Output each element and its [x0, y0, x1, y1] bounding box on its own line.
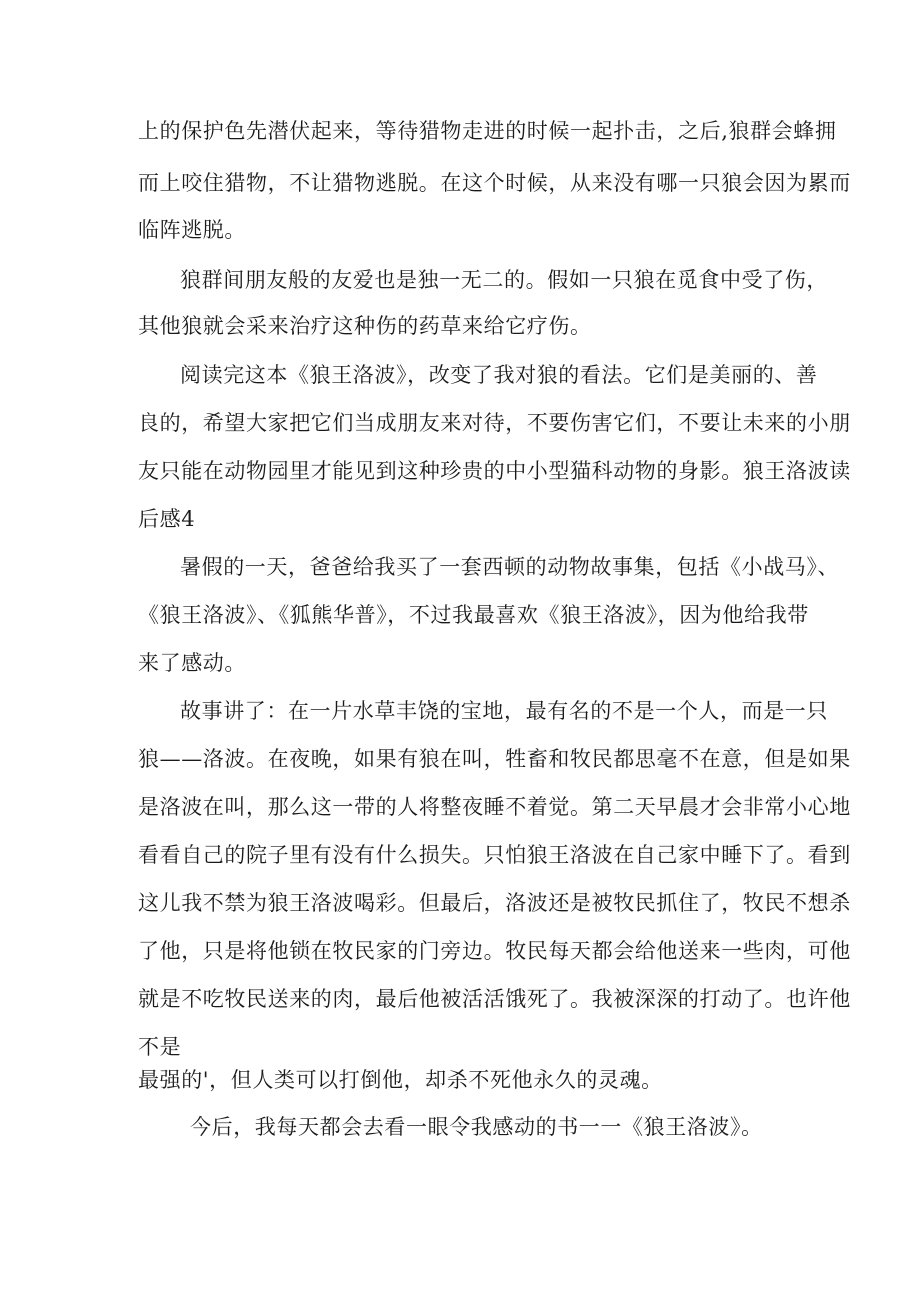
paragraph-5-line-7: 就是不吃牧民送来的肉，最后他被活活饿死了。我被深深的打动了。也许他: [138, 987, 851, 1011]
paragraph-3-line-1: 阅读完这本《狼王洛波》，改变了我对狼的看法。它们是美丽的、善: [180, 363, 818, 387]
paragraph-3-line-3: 友只能在动物园里才能见到这种珍贵的中小型猫科动物的身影。狼王洛波读: [138, 459, 851, 483]
paragraph-5-line-9: 最强的'，但人类可以打倒他，却杀不死他永久的灵魂。: [138, 1068, 663, 1092]
paragraph-2-line-1: 狼群间朋友般的友爱也是独一无二的。假如一只狼在觅食中受了伤，: [180, 268, 828, 292]
paragraph-4-line-3: 来了感动。: [138, 651, 246, 675]
paragraph-5-line-1: 故事讲了：在一片水草丰饶的宝地，最有名的不是一个人，而是一只: [180, 699, 828, 723]
paragraph-3-line-2: 良的，希望大家把它们当成朋友来对待，不要伤害它们，不要让未来的小朋: [138, 411, 851, 435]
paragraph-5-line-4: 看看自己的院子里有没有什么损失。只怕狼王洛波在自己家中睡下了。看到: [138, 843, 851, 867]
paragraph-5-line-6: 了他，只是将他锁在牧民家的门旁边。牧民每天都会给他送来一些肉，可他: [138, 939, 851, 963]
paragraph-5-line-3: 是洛波在叫，那么这一带的人将整夜睡不着觉。第二天早晨才会非常小心地: [138, 795, 851, 819]
paragraph-4-line-2: 《狼王洛波》、《狐熊华普》，不过我最喜欢《狼王洛波》，因为他给我带: [138, 603, 809, 627]
paragraph-4-line-1: 暑假的一天，爸爸给我买了一套西顿的动物故事集，包括《小战马》、: [180, 555, 840, 579]
paragraph-5-line-8: 不是: [138, 1035, 182, 1059]
paragraph-5-line-2: 狼——洛波。在夜晚，如果有狼在叫，牲畜和牧民都思毫不在意，但是如果: [138, 747, 851, 771]
paragraph-6-line-1: 今后，我每天都会去看一眼令我感动的书一一《狼王洛波》。: [190, 1115, 763, 1139]
paragraph-1-line-1: 上的保护色先潜伏起来，等待猎物走进的时候一起扑击，之后,狼群会蜂拥: [138, 119, 837, 143]
paragraph-1-line-3: 临阵逃脱。: [138, 218, 246, 242]
paragraph-2-line-2: 其他狼就会采来治疗这种伤的药草来给它疗伤。: [138, 314, 592, 338]
paragraph-3-line-4: 后感4: [138, 507, 196, 531]
paragraph-5-line-5: 这儿我不禁为狼王洛波喝彩。但最后，洛波还是被牧民抓住了，牧民不想杀: [138, 891, 851, 915]
paragraph-1-line-2: 而上咬住猎物，不让猎物逃脱。在这个时候，从来没有哪一只狼会因为累而: [138, 171, 851, 195]
